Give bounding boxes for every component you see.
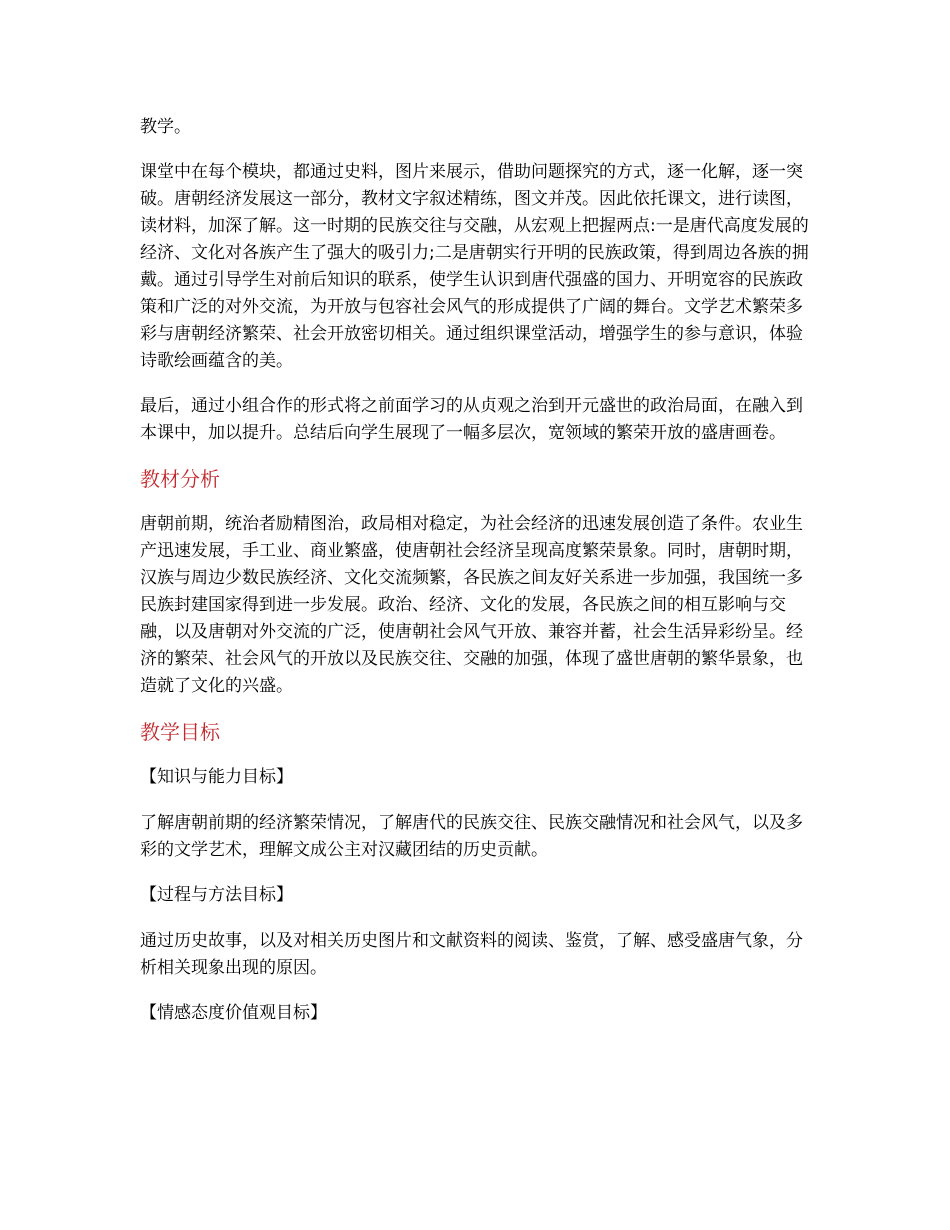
paragraph-summary: 最后，通过小组合作的形式将之前面学习的从贞观之治到开元盛世的政治局面，在融入到本课中，加以提升。总结后向学生展现了一幅多层次，宽领域的繁荣开放的盛唐画卷。: [140, 396, 803, 443]
goal-knowledge-text: 了解唐朝前期的经济繁荣情况，了解唐代的民族交往、民族交融情况和社会风气，以及多彩的文学艺术，理解文成公主对汉藏团结的历史贡献。: [140, 813, 803, 860]
goal-process-title: 【过程与方法目标】: [140, 885, 293, 905]
heading-teaching-goals: 教学目标: [140, 720, 220, 744]
goal-emotion-title: 【情感态度价值观目标】: [140, 1003, 327, 1023]
paragraph-textbook-analysis: 唐朝前期，统治者励精图治，政局相对稳定，为社会经济的迅速发展创造了条件。农业生产迅速发展，手工业、商业繁盛，使唐朝社会经济呈现高度繁荣景象。同时，唐朝时期，汉族与周边少数民族经济、文化交流频繁，各民族之间友好关系进一步加强，我国统一多民族封建国家得到进一步发展。政治、经济、文化的发展，各民族之间的相互影响与交融，以及唐朝对外交流的广泛，使唐朝社会风气开放、兼容并蓄，社会生活异彩纷呈。经济的繁荣、社会风气的开放以及民族交往、交融的加强，体现了盛世唐朝的繁华景象，也造就了文化的兴盛。: [140, 514, 803, 696]
goal-process-text: 通过历史故事，以及对相关历史图片和文献资料的阅读、鉴赏，了解、感受盛唐气象，分析相关现象出现的原因。: [140, 931, 803, 978]
heading-textbook-analysis: 教材分析: [140, 467, 220, 491]
paragraph-classroom-modules: 课堂中在每个模块，都通过史料，图片来展示，借助问题探究的方式，逐一化解，逐一突破。唐朝经济发展这一部分，教材文字叙述精练，图文并茂。因此依托课文，进行读图，读材料，加深了解。这一时期的民族交往与交融，从宏观上把握两点:一是唐代高度发展的经济、文化对各族产生了强大的吸引力;二是唐朝实行开明的民族政策，得到周边各族的拥戴。通过引导学生对前后知识的联系，使学生认识到唐代强盛的国力、开明宽容的民族政策和广泛的对外交流，为开放与包容社会风气的形成提供了广阔的舞台。文学艺术繁荣多彩与唐朝经济繁荣、社会开放密切相关。通过组织课堂活动，增强学生的参与意识，体验诗歌绘画蕴含的美。: [140, 162, 809, 371]
paragraph-intro-end: 教学。: [140, 117, 191, 137]
goal-knowledge-title: 【知识与能力目标】: [140, 767, 293, 787]
document-page: [140, 114, 812, 1046]
